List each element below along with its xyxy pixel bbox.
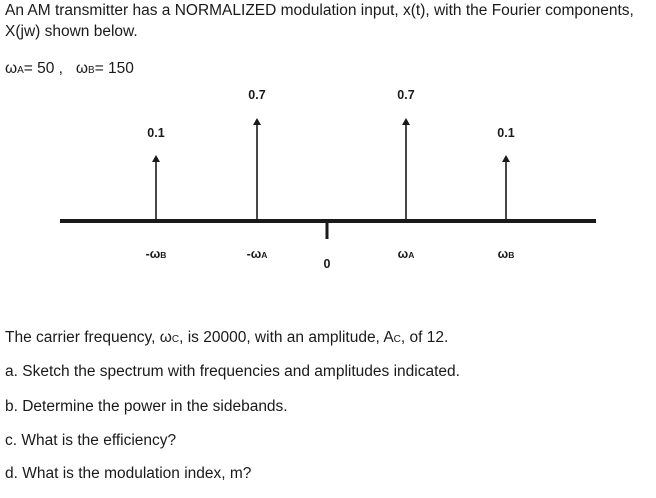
carrier-statement bbox=[5, 327, 448, 351]
zero-label: 0 bbox=[323, 257, 331, 271]
impulse-arrowhead-2 bbox=[253, 118, 261, 125]
impulse-arrowhead-3 bbox=[402, 118, 410, 125]
carrier-text-start: The carrier frequency, ω bbox=[5, 329, 172, 346]
amplitude-subscript: C bbox=[393, 334, 401, 345]
carrier-text-middle: , is 20000, with an amplitude, A bbox=[179, 329, 394, 346]
amplitude-label-1: 0.1 bbox=[147, 126, 165, 140]
impulse-arrowhead-1 bbox=[152, 155, 160, 162]
wb-symbol: ω bbox=[75, 60, 89, 77]
amplitude-label-3: 0.7 bbox=[397, 88, 415, 102]
frequency-label-2: -ωA bbox=[246, 247, 268, 261]
wb-value: = 150 bbox=[94, 60, 134, 77]
question-b: b. Determine the power in the sidebands. bbox=[5, 398, 288, 415]
frequency-label-1: -ωB bbox=[145, 247, 167, 261]
wa-value: = 50 , bbox=[23, 60, 63, 77]
carrier-subscript: C bbox=[171, 334, 180, 345]
frequency-label-3: ωA bbox=[397, 247, 415, 261]
problem-line-1: An AM transmitter has a NORMALIZED modulation input, x(t), with the Fourier components, bbox=[5, 2, 634, 19]
amplitude-label-2: 0.7 bbox=[248, 88, 266, 102]
frequency-label-4: ωB bbox=[497, 247, 515, 261]
carrier-text-end: , of 12. bbox=[400, 329, 449, 346]
problem-line-2: X(jw) shown below. bbox=[5, 23, 138, 40]
question-a: a. Sketch the spectrum with frequencies and amplitudes indicated. bbox=[5, 363, 460, 380]
impulse-arrowhead-4 bbox=[502, 155, 510, 162]
amplitude-label-4: 0.1 bbox=[497, 126, 515, 140]
question-d: d. What is the modulation index, m? bbox=[5, 465, 252, 482]
question-c: c. What is the efficiency? bbox=[5, 432, 177, 449]
wb-subscript: B bbox=[88, 65, 95, 76]
wa-symbol: ω bbox=[5, 60, 18, 77]
wa-subscript: A bbox=[17, 65, 24, 76]
